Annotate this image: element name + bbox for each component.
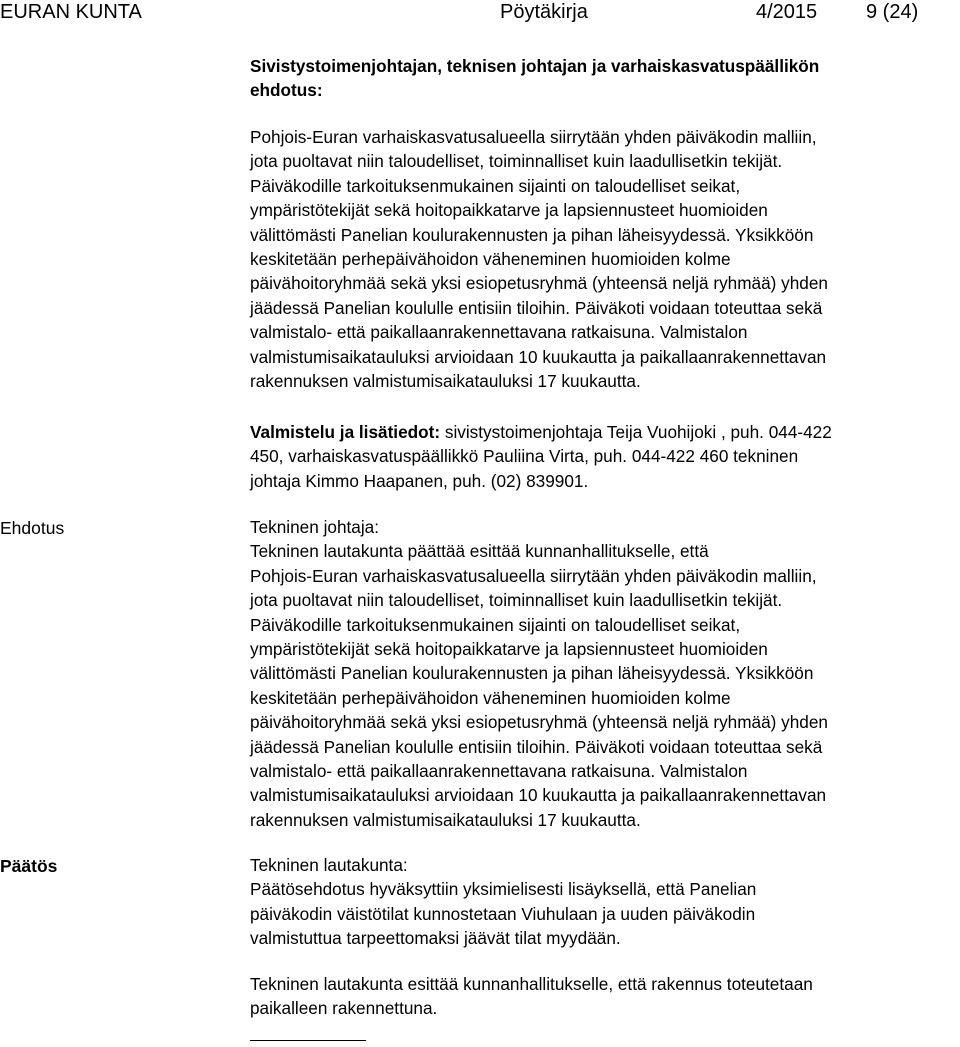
text-line: välittömästi Panelian koulurakennusten ja pihan läheisyydessä. Yksikköön	[250, 663, 814, 684]
text-line: jäädessä Panelian koululle entisiin tiloihin. Päiväkoti voidaan toteuttaa sekä	[250, 736, 823, 757]
text-line: Tekninen lautakunta esittää kunnanhallitukselle, että rakennus toteutetaan	[250, 974, 813, 994]
text-line: paikalleen rakennettuna.	[250, 998, 438, 1019]
text-line: Pohjois-Euran varhaiskasvatusalueella siirrytään yhden päiväkodin malliin,	[250, 127, 817, 147]
text-line: jäädessä Panelian koululle entisiin tiloihin. Päiväkoti voidaan toteuttaa sekä	[250, 297, 823, 318]
text-line: Päiväkodille tarkoituksenmukainen sijainti on taloudelliset seikat,	[250, 175, 741, 196]
text-line: 450, varhaiskasvatuspäällikkö Pauliina Virta, puh. 044-422 460 tekninen	[250, 446, 799, 467]
page-number: 9 (24)	[866, 1, 919, 23]
final-decision	[250, 972, 956, 1021]
text-line: keskitetään perhepäivähoidon väheneminen huomioiden kolme	[250, 249, 731, 270]
text-line: valmistalo- että paikallaanrakennettavana ratkaisuna. Valmistalon	[250, 761, 748, 782]
text-line: päivähoitoryhmää sekä yksi esiopetusryhmä (yhteensä neljä ryhmää) yhden	[250, 712, 828, 733]
text-line: keskitetään perhepäivähoidon väheneminen huomioiden kolme	[250, 687, 731, 708]
text-line: valmistalo- että paikallaanrakennettavana ratkaisuna. Valmistalon	[250, 322, 748, 343]
text-line: johtaja Kimmo Haapanen, puh. (02) 839901.	[250, 470, 589, 491]
text-line: valmistumisaikatauluksi arvioidaan 10 kuukautta ja paikallaanrakennettavan	[250, 785, 827, 806]
text-line: rakennuksen valmistumisaikatauluksi 17 kuukautta.	[250, 371, 641, 392]
municipality-name: EURAN KUNTA	[0, 1, 142, 23]
text-line: jota puoltavat niin taloudelliset, toiminnalliset kuin laadullisetkin tekijät.	[250, 151, 783, 172]
ehdotus-section	[250, 515, 956, 832]
proposal-heading	[250, 54, 956, 103]
paatos-section	[250, 853, 956, 951]
proposal-heading-line: Sivistystoimenjohtajan, teknisen johtajan ja varhaiskasvatuspäällikön	[250, 56, 820, 76]
text-line: Päätösehdotus hyväksyttiin yksimielisesti lisäyksellä, että Panelian	[250, 879, 757, 900]
text-line: päiväkodin väistötilat kunnostetaan Viuhulaan ja uuden päiväkodin	[250, 903, 756, 924]
document-type: Pöytäkirja	[500, 1, 588, 23]
text-line: Tekninen lautakunta päättää esittää kunnanhallitukselle, että	[250, 541, 709, 562]
text-line: valmistumisaikatauluksi arvioidaan 10 kuukautta ja paikallaanrakennettavan	[250, 346, 827, 367]
text-line: Päiväkodille tarkoituksenmukainen sijainti on taloudelliset seikat,	[250, 614, 741, 635]
proposal-heading-line: ehdotus:	[250, 80, 323, 101]
text-line: rakennuksen valmistumisaikatauluksi 17 kuukautta.	[250, 809, 641, 830]
preparation-info	[250, 420, 956, 493]
text-line: Tekninen johtaja:	[250, 517, 379, 537]
proposal-body	[250, 125, 956, 393]
text-line: välittömästi Panelian koulurakennusten ja pihan läheisyydessä. Yksikköön	[250, 224, 814, 245]
document-number: 4/2015	[756, 1, 818, 23]
page-header	[0, 0, 960, 26]
text-line: valmistuttua tarpeettomaksi jäävät tilat myydään.	[250, 928, 621, 949]
divider-line	[250, 1040, 366, 1041]
preparation-label: Valmistelu ja lisätiedot:	[250, 422, 441, 442]
text-line: Pohjois-Euran varhaiskasvatusalueella siirrytään yhden päiväkodin malliin,	[250, 565, 817, 586]
preparation-contact: sivistystoimenjohtaja Teija Vuohijoki , puh. 044-422	[440, 422, 832, 442]
ehdotus-side-label: Ehdotus	[0, 518, 65, 538]
text-line: ympäristötekijät sekä hoitopaikkatarve ja lapsiennusteet huomioiden	[250, 639, 768, 660]
text-line: jota puoltavat niin taloudelliset, toiminnalliset kuin laadullisetkin tekijät.	[250, 590, 783, 611]
text-line: ympäristötekijät sekä hoitopaikkatarve ja lapsiennusteet huomioiden	[250, 200, 768, 221]
text-line: päivähoitoryhmää sekä yksi esiopetusryhmä (yhteensä neljä ryhmää) yhden	[250, 273, 828, 294]
text-line: Tekninen lautakunta:	[250, 855, 408, 875]
paatos-side-label: Päätös	[0, 856, 58, 876]
